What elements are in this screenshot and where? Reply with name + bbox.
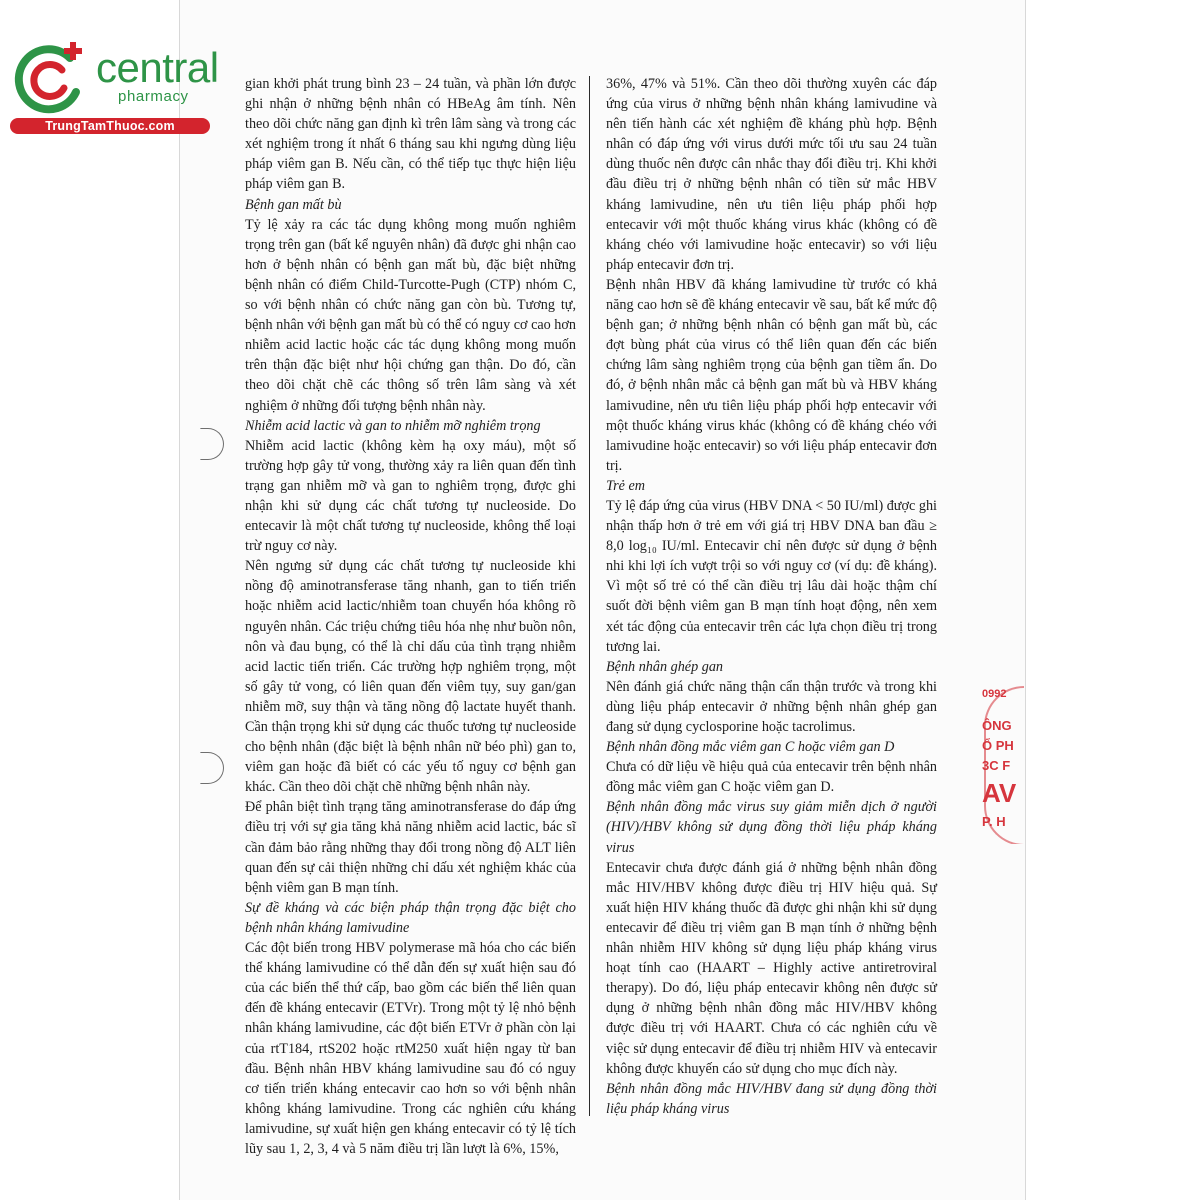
section-heading: Sự đề kháng và các biện pháp thận trọng đặc biệt cho bệnh nhân kháng lamivudine	[245, 899, 576, 936]
logo-website[interactable]: TrungTamThuoc.com	[10, 118, 210, 134]
body-paragraph: Nên ngưng sử dụng các chất tương tự nucleoside khi nồng độ aminotransferase tăng nhanh, gan to tiến triển hoặc nhiễm acid lactic/nhiễm toan chuyển hóa không rõ nguyên nhân. Các triệu chứng tiêu hóa nhẹ như buồn nôn, nôn và đau bụng, có thể là chỉ dấu của tình trạng nhiễm acid lactic tiến triển. Các trường hợp nghiêm trọng, một số gây tử vong, có liên quan đến viêm tụy, suy gan/gan nhiễm mỡ, suy thận và tăng nồng độ lactate huyết thanh. Cần thận trọng khi sử dụng các thuốc tương tự nucleoside cho bệnh nhân (đặc biệt là bệnh nhân nữ béo phì) gan to, viêm gan hoặc đã biết có các yếu tố nguy cơ bệnh gan khác. Cần theo dõi chặt chẽ những bệnh nhân này.	[245, 558, 576, 796]
body-paragraph: Tỷ lệ đáp ứng của virus (HBV DNA < 50 IU/ml) được ghi nhận thấp hơn ở trẻ em với giá trị HBV DNA ban đầu ≥ 8,0 log₁₀ IU/ml. Entecavir chỉ nên được sử dụng ở bệnh nhi khi lợi ích vượt trội so với nguy cơ (ví dụ: đề kháng). Vì một số trẻ có thể cần điều trị lâu dài hoặc thậm chí suốt đời bệnh viêm gan B mạn tính hoạt động, nên xem xét tác động của entecavir trên các lựa chọn điều trị trong tương lai.	[606, 497, 937, 655]
stamp-text: Ổ PH	[982, 738, 1014, 753]
central-pharmacy-logo[interactable]	[10, 36, 219, 136]
logo-subtitle: pharmacy	[118, 88, 189, 105]
section-heading: Bệnh nhân đồng mắc HIV/HBV đang sử dụng đồng thời liệu pháp kháng virus	[606, 1080, 937, 1117]
section-heading: Trẻ em	[606, 477, 646, 494]
company-stamp	[978, 686, 1024, 844]
body-paragraph: gian khởi phát trung bình 23 – 24 tuần, và phần lớn được ghi nhận ở những bệnh nhân có HBeAg âm tính. Nên theo dõi chức năng gan định kì trên lâm sàng và trong các xét nghiệm trong ít nhất 6 tháng sau khi ngưng dùng liệu pháp viêm gan B. Nếu cần, có thể tiếp tục thực hiện liệu pháp viêm gan B.	[245, 76, 576, 193]
stamp-text: ÔNG	[982, 718, 1012, 733]
body-paragraph: Bệnh nhân HBV đã kháng lamivudine từ trước có khả năng cao hơn sẽ đề kháng entecavir về sau, bất kể mức độ bệnh gan; ở những bệnh nhân có bệnh gan mất bù, các đợt bùng phát của virus có thể liên quan đến các biến chứng lâm sàng nghiêm trọng của bệnh gan tiềm ẩn. Do đó, ở bệnh nhân mắc cả bệnh gan mất bù và HBV kháng lamivudine, nên ưu tiên liệu pháp phối hợp entecavir với một thuốc kháng virus khác (không có đề kháng chéo với lamivudine hoặc entecavir) so với liệu pháp entecavir đơn trị.	[606, 276, 937, 474]
body-paragraph: Nhiễm acid lactic (không kèm hạ oxy máu), một số trường hợp gây tử vong, thường xảy ra liên quan đến tình trạng gan nhiễm mỡ và gan to nghiêm trọng, được ghi nhận khi sử dụng các chất tương tự nucleoside. Do entecavir là một chất tương tự nucleoside, không thể loại trừ nguy cơ này.	[245, 437, 576, 555]
left-text-column	[245, 74, 576, 1159]
section-heading: Bệnh nhân đồng mắc virus suy giảm miễn dịch ở người (HIV)/HBV không sử dụng đồng thời liệu pháp kháng virus	[606, 799, 937, 856]
body-paragraph: Để phân biệt tình trạng tăng aminotransferase do đáp ứng điều trị với sự gia tăng khả năng nhiễm acid lactic, bác sĩ cần đảm bảo rằng những thay đổi trong nồng độ ALT liên quan đến sự cải thiện những chỉ dấu xét nghiệm khác của bệnh viêm gan B mạn tính.	[245, 799, 576, 896]
body-paragraph: Tỷ lệ xảy ra các tác dụng không mong muốn nghiêm trọng trên gan (bất kể nguyên nhân) đã được ghi nhận cao hơn ở bệnh nhân có bệnh gan mất bù, đặc biệt những bệnh nhân có điểm Child-Turcotte-Pugh (CTP) nhóm C, so với bệnh nhân có chức năng gan còn bù. Tương tự, bệnh nhân với bệnh gan mất bù có thể có nguy cơ cao hơn nhiễm acid lactic hoặc các tác dụng không mong muốn trên thận đặc biệt như hội chứng gan thận. Do đó, cần theo dõi chặt chẽ các thông số trên lâm sàng và xét nghiệm ở những đối tượng bệnh nhân này.	[245, 216, 576, 414]
right-text-column	[606, 74, 937, 1119]
column-divider	[589, 76, 590, 1116]
stamp-text: 0992	[982, 688, 1007, 700]
body-paragraph: Nên đánh giá chức năng thận cẩn thận trước và trong khi dùng liệu pháp entecavir ở những bệnh nhân ghép gan đang sử dụng cyclosporine hoặc tacrolimus.	[606, 678, 937, 735]
body-paragraph: Chưa có dữ liệu về hiệu quả của entecavir trên bệnh nhân đồng mắc viêm gan C hoặc viêm gan D.	[606, 759, 937, 796]
stamp-text: AV	[982, 778, 1017, 808]
section-heading: Bệnh nhân đồng mắc viêm gan C hoặc viêm gan D	[606, 739, 895, 756]
stamp-text: 3C F	[982, 758, 1011, 773]
body-paragraph: 36%, 47% và 51%. Cần theo dõi thường xuyên các đáp ứng của virus ở những bệnh nhân kháng lamivudine và nên tiến hành các xét nghiệm đề kháng phù hợp. Bệnh nhân có đáp ứng với virus dưới mức tối ưu sau 24 tuần dùng thuốc nên được cân nhắc thay đổi điều trị. Khi khởi đầu điều trị ở những bệnh nhân có tiền sử mắc HBV kháng lamivudine, nên ưu tiên liệu pháp phối hợp entecavir với một thuốc kháng virus khác (không có đề kháng chéo với lamivudine hoặc entecavir) so với liệu pháp entecavir đơn trị.	[606, 76, 937, 273]
section-heading: Nhiễm acid lactic và gan to nhiễm mỡ nghiêm trọng	[245, 417, 541, 434]
body-paragraph: Entecavir chưa được đánh giá ở những bệnh nhân đồng mắc HIV/HBV không được điều trị HIV hiệu quả. Sự xuất hiện HIV kháng thuốc đã được ghi nhận khi sử dụng entecavir để điều trị viêm gan B mạn tính ở những bệnh nhân nhiễm HIV không sử dụng liệu pháp kháng virus hoạt tính cao (HAART – Highly active antiretroviral therapy). Do đó, liệu pháp entecavir không nên được sử dụng ở những bệnh nhân đồng mắc HIV/HBV không được điều trị với HAART. Chưa có các nghiên cứu về việc sử dụng entecavir để điều trị nhiễm HIV và entecavir không được khuyến cáo sử dụng cho mục đích này.	[606, 859, 937, 1077]
body-paragraph: Các đột biến trong HBV polymerase mã hóa cho các biến thể kháng lamivudine có thể dẫn đến sự xuất hiện sau đó của các biến thể thứ cấp, bao gồm các biến thể liên quan đến đề kháng entecavir (ETVr). Trong một tỷ lệ nhỏ bệnh nhân kháng lamivudine, các đột biến ETVr ở phần còn lại của rtT184, rtS202 hoặc rtM250 xuất hiện ngay từ ban đầu. Bệnh nhân HBV kháng lamivudine sau đó có nguy cơ tiến triển kháng entecavir cao hơn so với bệnh nhân không kháng lamivudine. Trong các nghiên cứu kháng lamivudine, sự xuất hiện gen kháng entecavir có tỷ lệ tích lũy sau 1, 2, 3, 4 và 5 năm điều trị lần lượt là 6%, 15%,	[245, 940, 576, 1157]
section-heading: Bệnh gan mất bù	[245, 196, 342, 213]
pharmacy-cross-logo-icon	[10, 36, 96, 122]
logo-wordmark: central	[96, 44, 219, 91]
section-heading: Bệnh nhân ghép gan	[606, 658, 724, 675]
stamp-text: P. H	[982, 814, 1006, 829]
